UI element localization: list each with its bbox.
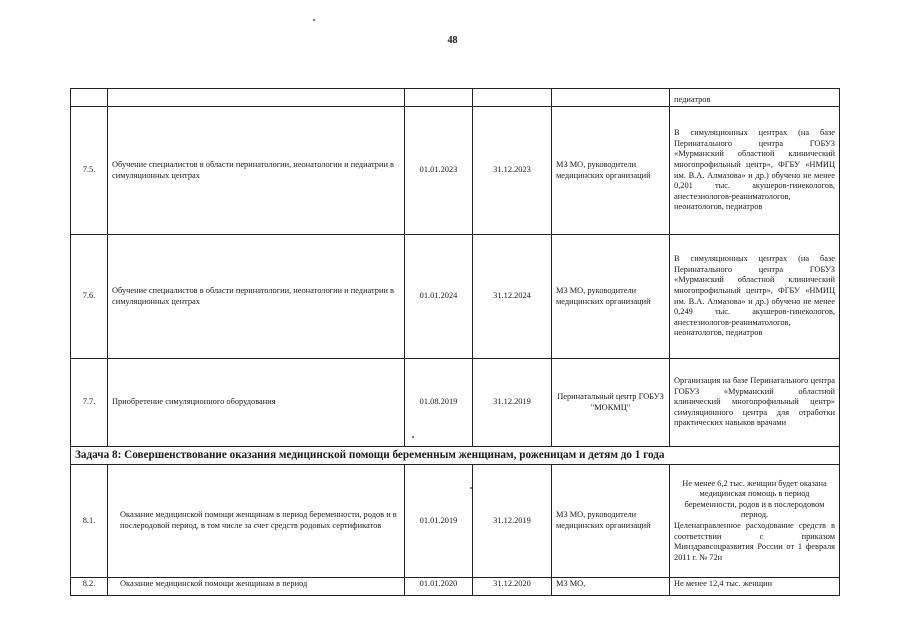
cell-result: педиатров <box>670 89 840 107</box>
task-heading-row <box>71 447 840 465</box>
cell-responsible: МЗ МО, руководители медицинских организаций <box>552 107 670 235</box>
cell-end <box>473 89 552 107</box>
cell-num: 7.5. <box>71 107 108 235</box>
result-paragraph: Целенаправленное расходование средств в соответствии с приказом Минздравсоцразвития России от 1 февраля 2011 г. № 72н <box>674 521 835 562</box>
task-heading: Задача 8: Совершенствование оказания медицинской помощи беременным женщинам, роженицам и детям до 1 года <box>71 447 840 465</box>
cell-responsible: Перинатальный центр ГОБУЗ "МОКМЦ" <box>552 359 670 447</box>
cell-responsible: МЗ МО, руководители медицинских организаций <box>552 235 670 359</box>
table-row <box>71 465 840 578</box>
cell-end: 31.12.2024 <box>473 235 552 359</box>
cell-result: Не менее 12,4 тыс. женщин <box>670 578 840 596</box>
scan-speck <box>313 19 315 21</box>
table-row <box>71 578 840 596</box>
cell-num: 7.7. <box>71 359 108 447</box>
cell-responsible <box>552 89 670 107</box>
cell-num: 8.2. <box>71 578 108 596</box>
table-row <box>71 107 840 235</box>
cell-start: 01.01.2019 <box>405 465 473 578</box>
table-row <box>71 359 840 447</box>
cell-name: Приобретение симуляционного оборудования <box>108 359 405 447</box>
cell-responsible: МЗ МО, <box>552 578 670 596</box>
cell-result: Организация на базе Перинатального центра ГОБУЗ «Мурманский областной клинический многопрофильный центр» симуляционного центра для отработки практических навыков врачами <box>670 359 840 447</box>
cell-responsible: МЗ МО, руководители медицинских организаций <box>552 465 670 578</box>
cell-start <box>405 89 473 107</box>
cell-num: 7.6. <box>71 235 108 359</box>
cell-name: Оказание медицинской помощи женщинам в период беременности, родов и в послеродовой период, в том числе за счет средств родовых сертификатов <box>108 465 405 578</box>
cell-end: 31.12.2023 <box>473 107 552 235</box>
measures-table <box>70 88 840 596</box>
cell-num <box>71 89 108 107</box>
cell-start: 01.01.2024 <box>405 235 473 359</box>
table-row <box>71 89 840 107</box>
cell-num: 8.1. <box>71 465 108 578</box>
cell-result: В симуляционных центрах (на базе Перинатального центра ГОБУЗ «Мурманский областной клинический многопрофильный центр», ФГБУ «НМИЦ им. В.А. Алмазова» и др.) обучено не менее 0,201 тыс. акушеров-гинекологов, анестезиологов-реаниматологов, неонатологов, педиатров <box>670 107 840 235</box>
cell-name: Оказание медицинской помощи женщинам в период <box>108 578 405 596</box>
cell-name: Обучение специалистов в области перинатологии, неонатологии и педиатрии в симуляционных центрах <box>108 235 405 359</box>
cell-result <box>670 465 840 578</box>
cell-result: В симуляционных центрах (на базе Перинатального центра ГОБУЗ «Мурманский областной клинический многопрофильный центр», ФГБУ «НМИЦ им. В.А. Алмазова» и др.) обучено не менее 0,249 тыс. акушеров-гинекологов, анестезиологов-реаниматологов, неонатологов, педиатров <box>670 235 840 359</box>
cell-end: 31.12.2020 <box>473 578 552 596</box>
cell-end: 31.12.2019 <box>473 359 552 447</box>
cell-name <box>108 89 405 107</box>
table-row <box>71 235 840 359</box>
page-number: 48 <box>447 35 458 46</box>
cell-start: 01.08.2019 <box>405 359 473 447</box>
cell-start: 01.01.2023 <box>405 107 473 235</box>
result-paragraph: Не менее 6,2 тыс. женщин будет оказана медицинская помощь в период беременности, родов и в послеродовом период. <box>682 478 827 520</box>
cell-end: 31.12.2019 <box>473 465 552 578</box>
cell-name: Обучение специалистов в области перинатологии, неонатологии и педиатрии в симуляционных центрах <box>108 107 405 235</box>
cell-start: 01.01.2020 <box>405 578 473 596</box>
